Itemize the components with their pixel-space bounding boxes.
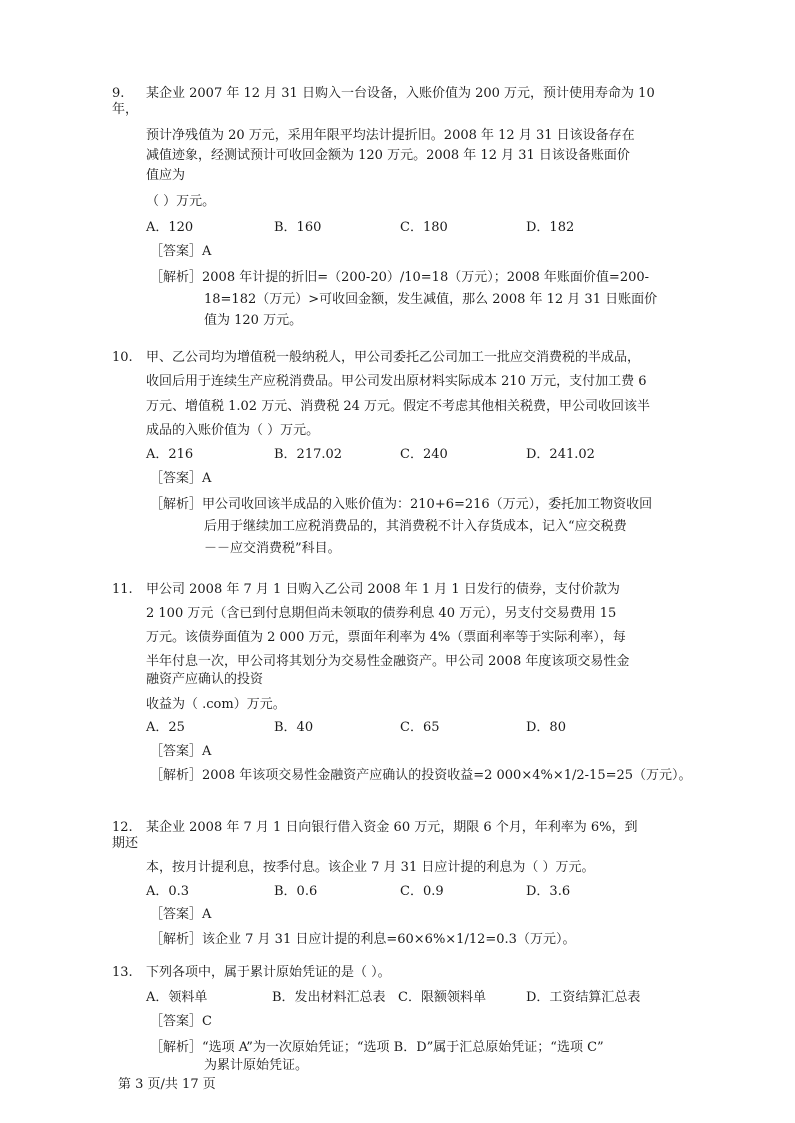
analysis-line: ［解析］2008 年该项交易性金融资产应确认的投资收益=2 000×4%×1/2-15=25（万元）。 (150, 768, 692, 783)
option-c: C．180 (400, 220, 448, 235)
answer: ［答案］A (150, 744, 212, 759)
question-stem-line: 万元。该债券面值为 2 000 万元，票面年利率为 4%（票面利率等于实际利率），每 (146, 630, 626, 645)
question-stem-line: 成品的入账价值为（ ）万元。 (146, 423, 320, 438)
analysis-line: ［解析］甲公司收回该半成品的入账价值为：210+6=216（万元），委托加工物资收回 (150, 497, 653, 512)
question-number: 11. (112, 582, 133, 597)
analysis-line: －－应交消费税”科目。 (204, 541, 341, 556)
option-d: D．80 (526, 720, 566, 735)
option-d: D．241.02 (526, 447, 595, 462)
question-stem-line: 甲公司 2008 年 7 月 1 日购入乙公司 2008 年 1 月 1 日发行的债券，支付价款为 (146, 582, 620, 597)
answer: ［答案］A (150, 471, 212, 486)
answer: ［答案］A (150, 907, 212, 922)
option-b: B．217.02 (274, 447, 343, 462)
option-c: C．240 (400, 447, 448, 462)
question-stem-line: 2 100 万元（含已到付息期但尚未领取的债券利息 40 万元），另支付交易费用 15 (146, 606, 617, 621)
question-stem-line: 收益为（ .com）万元。 (146, 697, 286, 712)
answer: ［答案］A (150, 244, 212, 259)
analysis-line: ［解析］该企业 7 月 31 日应计提的利息=60×6%×1/12=0.3（万元）。 (150, 932, 576, 947)
option-b: B．0.6 (274, 884, 318, 899)
question-stem-line: 万元、增值税 1.02 万元、消费税 24 万元。假定不考虑其他相关税费，甲公司收回该半 (146, 399, 651, 414)
analysis-line: 后用于继续加工应税消费品的，其消费税不计入存货成本，记入“应交税费 (204, 519, 627, 534)
question-stem-line: 期还 (112, 836, 139, 851)
question-stem-line: 半年付息一次，甲公司将其划分为交易性金融资产。甲公司 2008 年度该项交易性金 (146, 654, 630, 669)
analysis-line: ［解析］“选项 A”为一次原始凭证；“选项 B．D”属于汇总原始凭证；“选项 C” (150, 1040, 604, 1055)
option-c: C．0.9 (400, 884, 444, 899)
question-stem-line: （ ）万元。 (146, 194, 216, 209)
question-stem-line: 融资产应确认的投资 (146, 672, 264, 687)
answer: ［答案］C (150, 1014, 212, 1029)
question-stem-line: 某企业 2008 年 7 月 1 日向银行借入资金 60 万元，期限 6 个月，年利率为 6%，到 (146, 820, 638, 835)
analysis-line: 值为 120 万元。 (204, 313, 303, 328)
option-c: C．限额领料单 (398, 990, 486, 1005)
analysis-line: ［解析］2008 年计提的折旧=（200-20）/10=18（万元）；2008 年账面价值=200- (150, 270, 650, 285)
question-stem-line: 收回后用于连续生产应税消费品。甲公司发出原材料实际成本 210 万元，支付加工费 6 (146, 374, 647, 389)
option-b: B．40 (274, 720, 314, 735)
question-stem-line: 值应为 (146, 168, 186, 183)
option-a: A．120 (146, 220, 194, 235)
option-a: A．0.3 (146, 884, 190, 899)
page-footer: 第 3 页/共 17 页 (118, 1077, 216, 1092)
question-stem-line: 本，按月计提利息，按季付息。该企业 7 月 31 日应计提的利息为（ ）万元。 (146, 860, 595, 875)
option-d: D．3.6 (526, 884, 571, 899)
question-number: 10. (112, 350, 133, 365)
option-a: A．25 (146, 720, 185, 735)
question-stem-line: 减值迹象，经测试预计可收回金额为 120 万元。2008 年 12 月 31 日该设备账面价 (146, 148, 630, 163)
option-b: B．发出材料汇总表 (272, 990, 386, 1005)
question-stem-line: 年， (112, 102, 139, 117)
option-c: C．65 (400, 720, 440, 735)
question-stem-line: 预计净残值为 20 万元，采用年限平均法计提折旧。2008 年 12 月 31 日该设备存在 (146, 128, 635, 143)
analysis-line: 为累计原始凭证。 (204, 1058, 309, 1073)
question-stem-line: 下列各项中，属于累计原始凭证的是（ ）。 (146, 965, 391, 980)
question-number: 12. (112, 820, 133, 835)
option-d: D．182 (526, 220, 575, 235)
question-number: 13. (112, 965, 133, 980)
option-b: B．160 (274, 220, 322, 235)
question-number: 9. (112, 86, 125, 101)
question-stem-line: 甲、乙公司均为增值税一般纳税人，甲公司委托乙公司加工一批应交消费税的半成品， (146, 350, 641, 365)
option-a: A．领料单 (146, 990, 208, 1005)
option-d: D．工资结算汇总表 (526, 990, 641, 1005)
analysis-line: 18=182（万元）>可收回金额，发生减值，那么 2008 年 12 月 31 日账面价 (204, 292, 658, 307)
option-a: A．216 (146, 447, 194, 462)
question-stem-line: 某企业 2007 年 12 月 31 日购入一台设备，入账价值为 200 万元，预计使用寿命为 10 (146, 86, 655, 101)
